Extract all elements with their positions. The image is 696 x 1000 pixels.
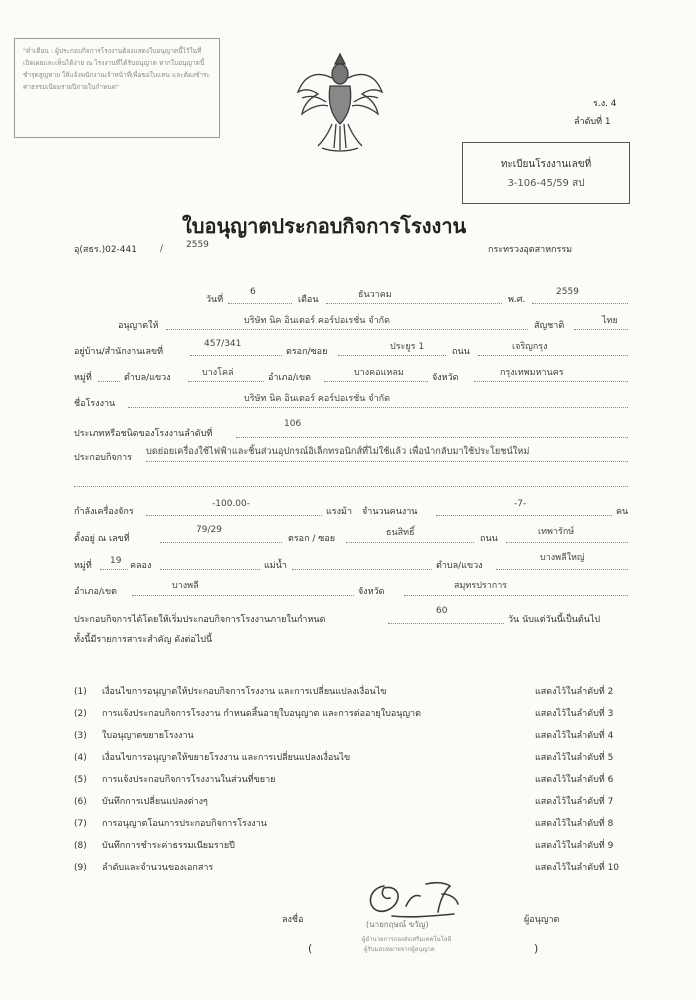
factory-name-label: ชื่อโรงงาน xyxy=(74,399,116,409)
month-label: เดือน xyxy=(298,295,319,305)
list-item: (9) ลำดับและจำนวนของเอกสาร xyxy=(74,863,214,873)
loc-moo-label: หมู่ที่ xyxy=(74,561,92,571)
start-text-1: ประกอบกิจการได้โดยให้เริ่มประกอบกิจการโรงงานภายในกำหนด xyxy=(74,615,326,625)
warning-notice: "คำเตือน : ผู้ประกอบกิจการโรงงานต้องแสดงใบอนุญาตนี้ไว้ในที่เปิดเผยและเห็นได้ง่าย ณ โรงงานที่ได้รับอนุญาต หากใบอนุญาตนี้ชำรุดสูญหาย ให้แจ้งพนักงานเจ้าหน้าที่เพื่อขอใบแทน และต้องชำระค่าธรรมเนียมรายปีภายในกำหนด" xyxy=(14,38,220,138)
alley-value: ประยูร 1 xyxy=(390,342,425,352)
district-label: อำเภอ/เขต xyxy=(268,373,311,383)
alley-label: ตรอก/ซอย xyxy=(286,347,328,357)
signer-position-2: ผู้รับมอบหมายจากผู้อนุญาต xyxy=(364,946,435,953)
page-title: ใบอนุญาตประกอบกิจการโรงงาน xyxy=(182,214,467,238)
business-value: บดย่อยเครื่องใช้ไฟฟ้าและชิ้นส่วนอุปกรณ์อิเล็กทรอนิกส์ที่ไม่ใช้แล้ว เพื่อนำกลับมาใช้ประโยชน์ใหม่ xyxy=(146,446,530,457)
list-item-ref: แสดงไว้ในลำดับที่ 5 xyxy=(535,753,614,763)
loc-subdistrict-label: ตำบล/แขวง xyxy=(436,561,483,571)
doc-ref: อุ(สธร.)02-441 xyxy=(74,245,137,255)
factory-type-value: 106 xyxy=(284,419,302,429)
nationality-value: ไทย xyxy=(602,316,618,326)
list-item-ref: แสดงไว้ในลำดับที่ 9 xyxy=(535,841,614,851)
list-item-ref: แสดงไว้ในลำดับที่ 6 xyxy=(535,775,614,785)
business-label: ประกอบกิจการ xyxy=(74,453,133,463)
list-item: (5) การแจ้งประกอบกิจการโรงงานในส่วนที่ขยาย xyxy=(74,775,276,785)
loc-road-value: เทพารักษ์ xyxy=(538,527,575,537)
list-item: (8) บันทึกการชำระค่าธรรมเนียมรายปี xyxy=(74,841,235,851)
list-item-ref: แสดงไว้ในลำดับที่ 7 xyxy=(535,797,614,807)
registration-number: 3-106-45/59 สป xyxy=(507,178,585,189)
power-value: -100.00- xyxy=(212,499,250,509)
canal-label: คลอง xyxy=(130,561,152,571)
licensee-value: บริษัท นิค อินเตอร์ คอร์ปอเรชั่น จำกัด xyxy=(244,316,390,326)
moo-label: หมู่ที่ xyxy=(74,373,92,383)
month-value: ธันวาคม xyxy=(358,290,392,300)
list-item: (2) การแจ้งประกอบกิจการโรงงาน กำหนดสิ้นอายุใบอนุญาต และการต่ออายุใบอนุญาต xyxy=(74,709,421,719)
nationality-label: สัญชาติ xyxy=(534,321,565,331)
horsepower-label: แรงม้า xyxy=(326,507,353,517)
doc-slash: / xyxy=(160,244,164,254)
year-label: พ.ศ. xyxy=(508,295,526,305)
workers-label: จำนวนคนงาน xyxy=(362,507,418,517)
start-days: 60 xyxy=(436,606,448,616)
factory-name-value: บริษัท นิค อินเตอร์ คอร์ปอเรชั่น จำกัด xyxy=(244,394,390,404)
list-item: (7) การอนุญาตโอนการประกอบกิจการโรงงาน xyxy=(74,819,267,829)
loc-alley-label: ตรอก / ซอย xyxy=(288,534,336,544)
loc-district-value: บางพลี xyxy=(172,581,199,591)
location-label: ตั้งอยู่ ณ เลขที่ xyxy=(74,534,130,544)
garuda-emblem-icon xyxy=(292,48,388,156)
loc-subdistrict-value: บางพลีใหญ่ xyxy=(540,553,585,563)
loc-province-value: สมุทรปราการ xyxy=(454,581,508,591)
subdistrict-label: ตำบล/แขวง xyxy=(124,373,171,383)
handwritten-signature-icon xyxy=(362,876,472,922)
signer-name: (นายกฤษณ์ ขวัญ) xyxy=(366,920,429,929)
start-text-2: วัน นับแต่วันนี้เป็นต้นไป xyxy=(508,615,601,625)
loc-district-label: อำเภอ/เขต xyxy=(74,587,117,597)
factory-type-label: ประเภทหรือชนิดของโรงงานลำดับที่ xyxy=(74,429,213,439)
power-label: กำลังเครื่องจักร xyxy=(74,507,134,517)
registration-box xyxy=(462,142,630,204)
form-code: ร.ง. 4 xyxy=(593,99,617,109)
workers-value: -7- xyxy=(514,499,527,509)
province-value: กรุงเทพมหานคร xyxy=(500,368,564,378)
list-item-ref: แสดงไว้ในลำดับที่ 8 xyxy=(535,819,614,829)
day-label: วันที่ xyxy=(206,295,224,305)
order-number: ลำดับที่ 1 xyxy=(574,117,611,127)
sign-label: ลงชื่อ xyxy=(282,915,304,925)
list-item-ref: แสดงไว้ในลำดับที่ 3 xyxy=(535,709,614,719)
list-item: (6) บันทึกการเปลี่ยนแปลงต่างๆ xyxy=(74,797,208,807)
road-value: เจริญกรุง xyxy=(512,342,548,352)
conditions-intro: ทั้งนี้มีรายการสาระสำคัญ ดังต่อไปนี้ xyxy=(74,635,213,645)
road-label: ถนน xyxy=(452,347,470,357)
signer-position-1: ผู้อำนวยการกองส่งเสริมเทคโนโลยี xyxy=(362,936,452,943)
address-number: 457/341 xyxy=(204,339,242,349)
close-paren: ) xyxy=(534,942,539,955)
licensee-label: อนุญาตให้ xyxy=(118,321,159,331)
grantor-label: ผู้อนุญาต xyxy=(524,915,560,925)
river-label: แม่น้ำ xyxy=(264,561,287,571)
list-item: (1) เงื่อนไขการอนุญาตให้ประกอบกิจการโรงงาน และการเปลี่ยนแปลงเงื่อนไข xyxy=(74,687,387,697)
day-value: 6 xyxy=(250,287,256,297)
loc-moo-value: 19 xyxy=(110,556,122,566)
subdistrict-value: บางโคล่ xyxy=(202,368,234,378)
loc-road-label: ถนน xyxy=(480,534,498,544)
list-item: (3) ใบอนุญาตขยายโรงงาน xyxy=(74,731,194,741)
address-label: อยู่บ้าน/สำนักงานเลขที่ xyxy=(74,347,164,357)
loc-alley-value: ธนสิทธิ์ xyxy=(386,528,415,538)
list-item: (4) เงื่อนไขการอนุญาตให้ขยายโรงงาน และการเปลี่ยนแปลงเงื่อนไข xyxy=(74,753,351,763)
list-item-ref: แสดงไว้ในลำดับที่ 4 xyxy=(535,731,614,741)
district-value: บางคอแหลม xyxy=(354,368,404,378)
open-paren: ( xyxy=(308,942,313,955)
province-label: จังหวัด xyxy=(432,373,459,383)
ministry: กระทรวงอุตสาหกรรม xyxy=(488,245,573,255)
registration-label: ทะเบียนโรงงานเลขที่ xyxy=(500,159,592,170)
doc-year: 2559 xyxy=(186,240,209,250)
list-item-ref: แสดงไว้ในลำดับที่ 10 xyxy=(535,863,620,873)
location-number: 79/29 xyxy=(196,525,222,535)
year-value: 2559 xyxy=(556,287,579,297)
loc-province-label: จังหวัด xyxy=(358,587,385,597)
list-item-ref: แสดงไว้ในลำดับที่ 2 xyxy=(535,687,614,697)
workers-unit: คน xyxy=(616,507,629,517)
